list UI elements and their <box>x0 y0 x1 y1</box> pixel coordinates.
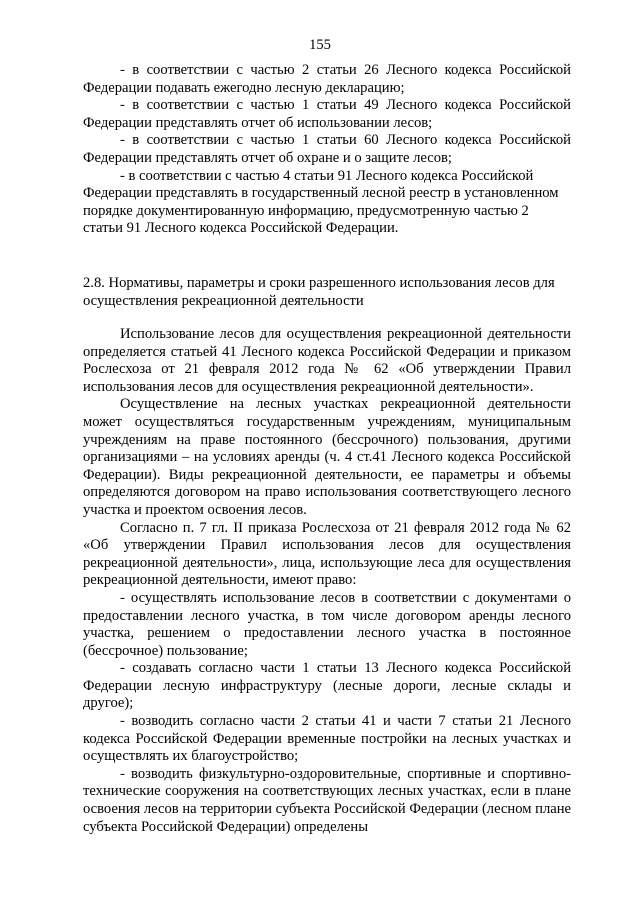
list-item: - возводить согласно части 2 статьи 41 и части 7 статьи 21 Лесного кодекса Российской Федерации временные постройки на лесных участках и осуществлять их благоустройство; <box>83 713 571 765</box>
section-heading-line: 2.8. Нормативы, параметры и сроки разрешенного использования лесов для <box>83 275 555 291</box>
list-item: - в соответствии с частью 1 статьи 60 Лесного кодекса Российской Федерации представлять отчет об охране и о защите лесов; <box>83 132 571 166</box>
paragraph: Использование лесов для осуществления рекреационной деятельности определяется статьей 41 Лесного кодекса Российской Федерации и приказом Рослесхоза от 21 февраля 2012 года № 62 «Об утверждении Правил использования лесов для осуществления рекреационной деятельности». <box>83 326 571 395</box>
section-heading-line: осуществления рекреационной деятельности <box>83 292 364 309</box>
list-item: - создавать согласно части 1 статьи 13 Лесного кодекса Российской Федерации лесную инфраструктуру (лесные дороги, лесные склады и другое); <box>83 660 571 712</box>
list-item: - в соответствии с частью 2 статьи 26 Лесного кодекса Российской Федерации подавать ежегодно лесную декларацию; <box>83 62 571 96</box>
list-item: - возводить физкультурно-оздоровительные, спортивные и спортивно-технические сооружения на соответствующих лесных участках, если в плане освоения лесов на территории субъекта Российской Федерации (лесном плане субъекта Российской Федерации) определены <box>83 765 571 835</box>
section-heading <box>83 275 571 310</box>
page-number: 155 <box>309 37 331 53</box>
list-item: - осуществлять использование лесов в соответствии с документами о предоставлении лесного участка, в том числе договором аренды лесного участка, решением о предоставлении лесного участка в постоянное (бессрочное) пользование; <box>83 589 571 659</box>
list-item: - в соответствии с частью 4 статьи 91 Лесного кодекса Российской Федерации представлять в государственный лесной реестр в установленном порядке документированную информацию, предусмотренную частью 2 статьи 91 Лесного кодекса Российской Федерации. <box>83 167 559 237</box>
body-text <box>83 326 571 836</box>
paragraph: Осуществление на лесных участках рекреационной деятельности может осуществляться государственным учреждениям, муниципальным учреждениям на праве постоянного (бессрочного) пользования, другими организациями – на условиях аренды (ч. 4 ст.41 Лесного кодекса Российской Федерации). Виды рекреационной деятельности, ее параметры и объемы определяются договором на право использования соответствующего лесного участка и проектом освоения лесов. <box>83 396 571 518</box>
list-item: - в соответствии с частью 1 статьи 49 Лесного кодекса Российской Федерации представлять отчет об использовании лесов; <box>83 97 571 131</box>
obligations-list <box>83 62 571 238</box>
paragraph: Согласно п. 7 гл. II приказа Рослесхоза от 21 февраля 2012 года № 62 «Об утверждении Правил использования лесов для осуществления рекреационной деятельности», лица, использующие леса для осуществления рекреационной деятельности, имеют право: <box>83 519 571 589</box>
